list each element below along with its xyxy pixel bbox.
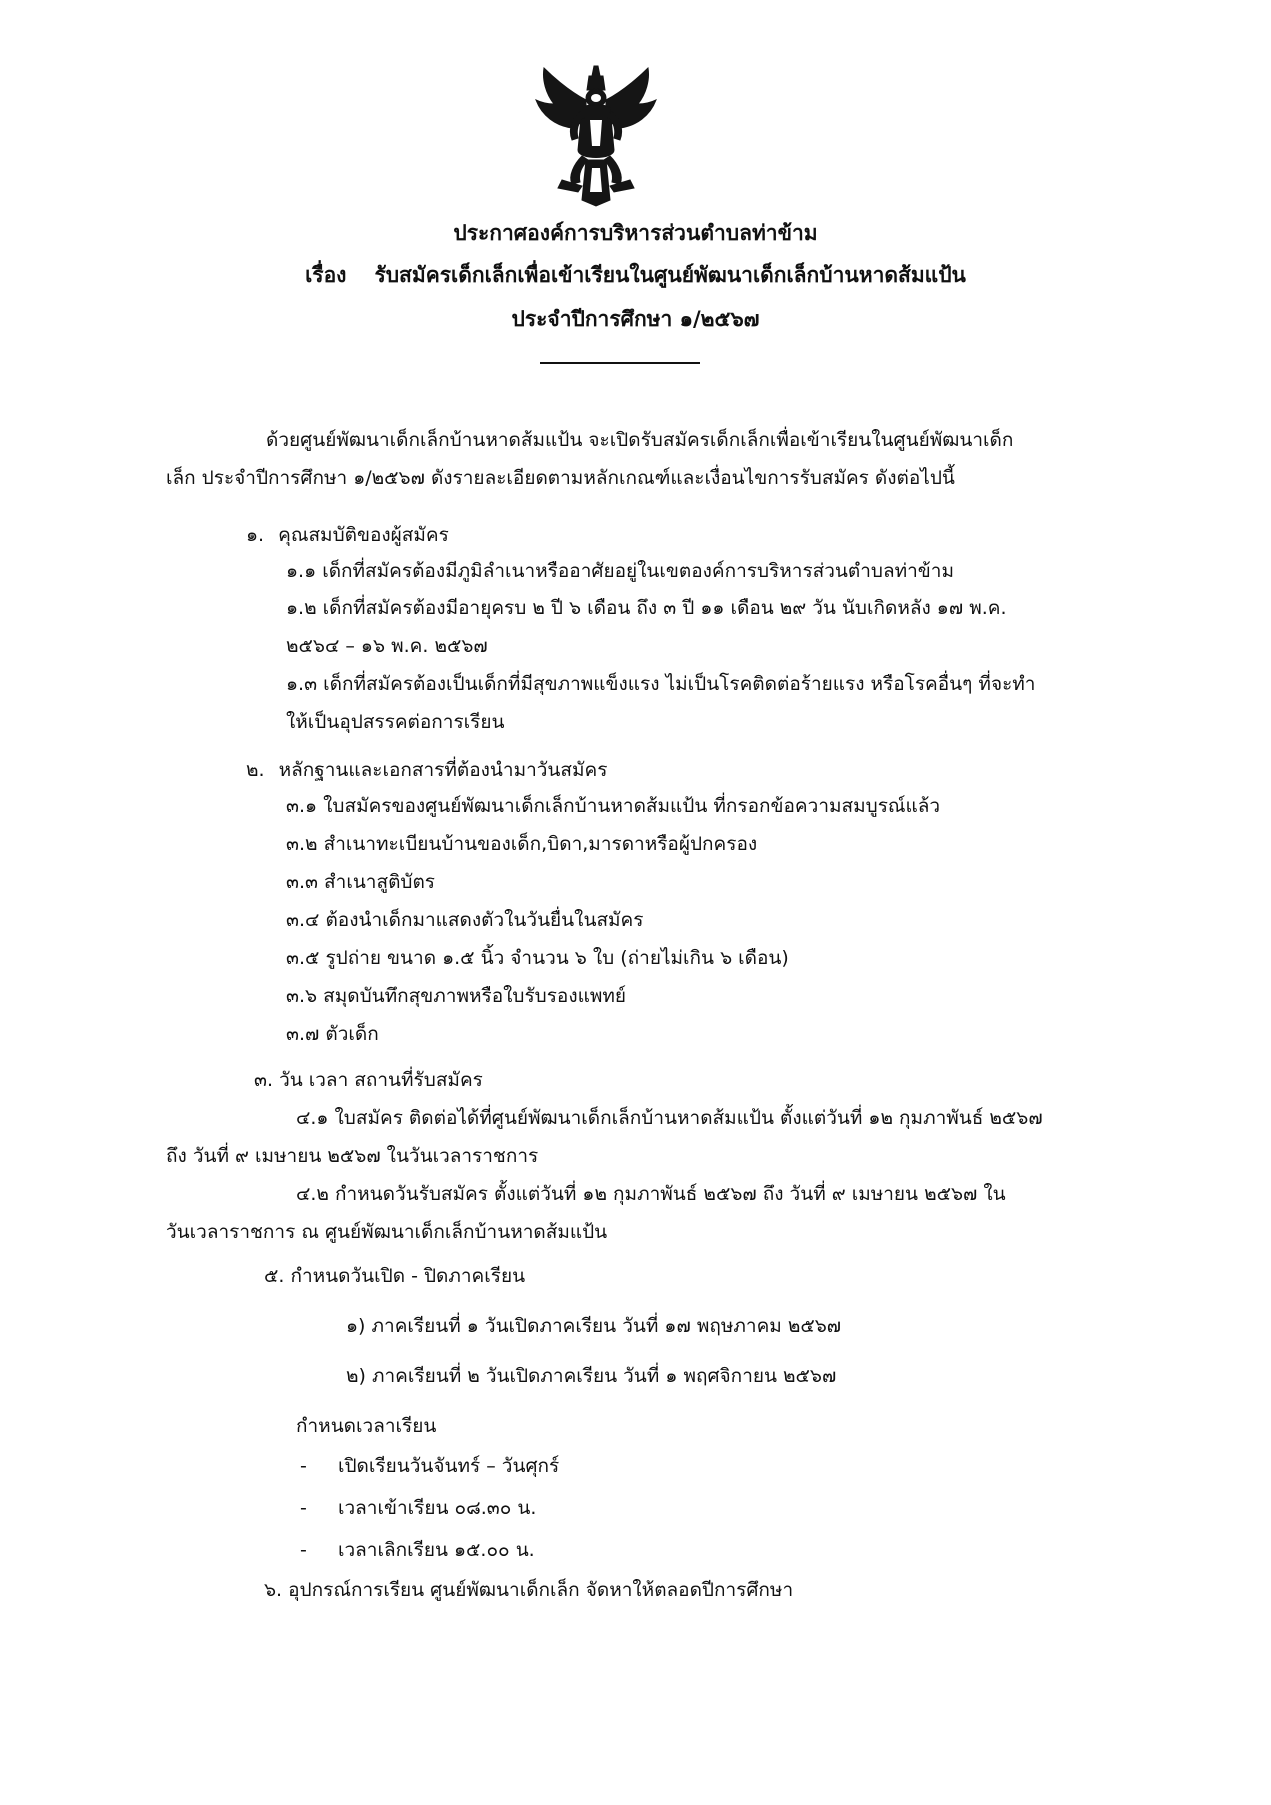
section6-text: ๖. อุปกรณ์การเรียน ศูนย์พัฒนาเด็กเล็ก จัดหาให้ตลอดปีการศึกษา: [264, 1579, 794, 1601]
term-1: ๑) ภาคเรียนที่ ๑ วันเปิดภาคเรียน วันที่ ๑๗ พฤษภาคม ๒๕๖๗: [346, 1315, 842, 1337]
section2-item: ๓.๖ สมุดบันทึกสุขภาพหรือใบรับรองแพทย์: [286, 985, 627, 1007]
section1-title: คุณสมบัติของผู้สมัคร: [278, 524, 449, 546]
org-title: ประกาศองค์การบริหารส่วนตำบลท่าข้าม: [453, 221, 818, 245]
schedule-item: เปิดเรียนวันจันทร์ – วันศุกร์: [338, 1455, 560, 1477]
academic-year: ประจำปีการศึกษา ๑/๒๕๖๗: [511, 307, 760, 331]
section2-item: ๓.๑ ใบสมัครของศูนย์พัฒนาเด็กเล็กบ้านหาดส้มแป้น ที่กรอกข้อความสมบูรณ์แล้ว: [286, 795, 941, 817]
schedule-heading: กำหนดเวลาเรียน: [296, 1415, 437, 1437]
section2-number: ๒.: [246, 759, 265, 781]
section1-item-1: ๑.๑ เด็กที่สมัครต้องมีภูมิลำเนาหรืออาศัยอยู่ในเขตองค์การบริหารส่วนตำบลท่าข้าม: [286, 560, 954, 582]
header-year-line: [0, 304, 1271, 334]
schedule-bullet: -: [300, 1497, 307, 1519]
section3-heading: ๓. วัน เวลา สถานที่รับสมัคร: [254, 1069, 483, 1091]
section3-item-2-cont: วันเวลาราชการ ณ ศูนย์พัฒนาเด็กเล็กบ้านหาดส้มแป้น: [166, 1221, 608, 1243]
schedule-item: เวลาเลิกเรียน ๑๕.๐๐ น.: [338, 1539, 535, 1561]
section1-item-3: ๑.๓ เด็กที่สมัครต้องเป็นเด็กที่มีสุขภาพแข็งแรง ไม่เป็นโรคติดต่อร้ายแรง หรือโรคอื่นๆ ที่จะทำ: [286, 673, 1036, 695]
schedule-bullet: -: [300, 1539, 307, 1561]
term-2: ๒) ภาคเรียนที่ ๒ วันเปิดภาคเรียน วันที่ ๑ พฤศจิกายน ๒๕๖๗: [346, 1365, 837, 1387]
section2-item: ๓.๕ รูปถ่าย ขนาด ๑.๕ นิ้ว จำนวน ๖ ใบ (ถ่ายไม่เกิน ๖ เดือน): [286, 947, 789, 969]
section2-item: ๓.๗ ตัวเด็ก: [286, 1023, 379, 1045]
section1-number: ๑.: [246, 524, 265, 546]
section1-item-2: ๑.๒ เด็กที่สมัครต้องมีอายุครบ ๒ ปี ๖ เดือน ถึง ๓ ปี ๑๑ เดือน ๒๙ วัน นับเกิดหลัง ๑๗ พ.ค.: [286, 597, 1007, 619]
section3-item-2: ๔.๒ กำหนดวันรับสมัคร ตั้งแต่วันที่ ๑๒ กุมภาพันธ์ ๒๕๖๗ ถึง วันที่ ๙ เมษายน ๒๕๖๗ ใน: [296, 1183, 1006, 1205]
section1-heading: [246, 521, 449, 549]
schedule-item: เวลาเข้าเรียน ๐๘.๓๐ น.: [338, 1497, 537, 1519]
section2-heading: [246, 756, 607, 784]
garuda-emblem-icon: [532, 60, 662, 210]
section1-item-2-cont: ๒๕๖๔ – ๑๖ พ.ค. ๒๕๖๗: [286, 635, 488, 657]
section5-heading: ๕. กำหนดวันเปิด - ปิดภาคเรียน: [264, 1265, 526, 1287]
section3-item-1-cont: ถึง วันที่ ๙ เมษายน ๒๕๖๗ ในวันเวลาราชการ: [166, 1145, 539, 1167]
section1-item-3-cont: ให้เป็นอุปสรรคต่อการเรียน: [286, 711, 505, 733]
schedule-bullet: -: [300, 1455, 307, 1477]
intro-line-2: เล็ก ประจำปีการศึกษา ๑/๒๕๖๗ ดังรายละเอียดตามหลักเกณฑ์และเงื่อนไขการรับสมัคร ดังต่อไปนี้: [166, 467, 955, 489]
header-divider: [540, 362, 700, 364]
subject-text: รับสมัครเด็กเล็กเพื่อเข้าเรียนในศูนย์พัฒนาเด็กเล็กบ้านหาดส้มแป้น: [374, 263, 966, 287]
subject-label: เรื่อง: [305, 263, 347, 287]
header-subject-line: [0, 260, 1271, 290]
section2-title: หลักฐานและเอกสารที่ต้องนำมาวันสมัคร: [278, 759, 608, 781]
header-org-line: [0, 218, 1271, 248]
section2-item: ๓.๔ ต้องนำเด็กมาแสดงตัวในวันยื่นในสมัคร: [286, 909, 644, 931]
section2-item: ๓.๓ สำเนาสูติบัตร: [286, 871, 436, 893]
section3-item-1: ๔.๑ ใบสมัคร ติดต่อได้ที่ศูนย์พัฒนาเด็กเล็กบ้านหาดส้มแป้น ตั้งแต่วันที่ ๑๒ กุมภาพันธ์ ๒๕๖๗: [296, 1107, 1043, 1129]
section2-item: ๓.๒ สำเนาทะเบียนบ้านของเด็ก,บิดา,มารดาหรือผู้ปกครอง: [286, 833, 758, 855]
intro-line-1: ด้วยศูนย์พัฒนาเด็กเล็กบ้านหาดส้มแป้น จะเปิดรับสมัครเด็กเล็กเพื่อเข้าเรียนในศูนย์พัฒนาเด็ก: [266, 429, 1014, 451]
